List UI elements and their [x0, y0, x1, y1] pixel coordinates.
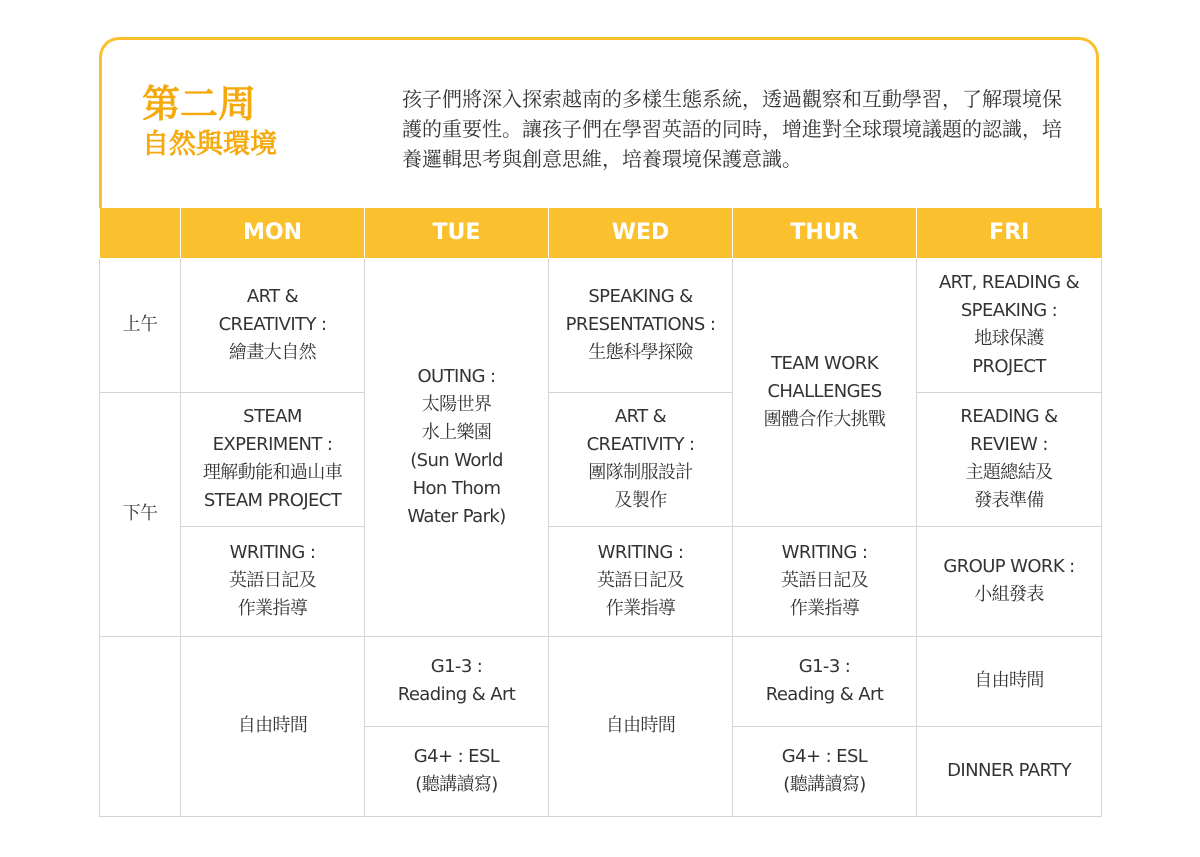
schedule-cell-tue-outing: OUTING : 太陽世界 水上樂園 (Sun World Hon Thom Water Park): [365, 258, 549, 636]
table-row: [100, 636, 1102, 726]
table-header-row: [100, 208, 1102, 258]
table-row: [100, 526, 1102, 636]
table-row: [100, 258, 1102, 392]
week-subtitle: 自然與環境: [142, 129, 277, 160]
table-row: [100, 392, 1102, 526]
day-header-mon: MON: [181, 208, 365, 258]
day-header-tue: TUE: [365, 208, 549, 258]
schedule-cell-fri-eve1: 自由時間: [917, 636, 1102, 726]
schedule-cell-tue-eve2: G4+ : ESL (聽講讀寫): [365, 726, 549, 816]
schedule-cell-thur-eve2: G4+ : ESL (聽講讀寫): [733, 726, 917, 816]
schedule-cell-wed-pm2: WRITING : 英語日記及 作業指導: [549, 526, 733, 636]
schedule-cell-mon-eve: 自由時間: [181, 636, 365, 816]
schedule-cell-mon-pm2: WRITING : 英語日記及 作業指導: [181, 526, 365, 636]
schedule-cell-mon-am: ART & CREATIVITY : 繪畫大自然: [181, 258, 365, 392]
schedule-cell-wed-pm1: ART & CREATIVITY : 團隊制服設計 及製作: [549, 392, 733, 526]
period-label-evening: [100, 636, 181, 816]
schedule-cell-wed-am: SPEAKING & PRESENTATIONS : 生態科學探險: [549, 258, 733, 392]
weekly-schedule-table: [99, 208, 1102, 817]
schedule-cell-fri-pm1: READING & REVIEW : 主題總結及 發表準備: [917, 392, 1102, 526]
schedule-cell-fri-am: ART, READING & SPEAKING : 地球保護 PROJECT: [917, 258, 1102, 392]
schedule-cell-wed-eve: 自由時間: [549, 636, 733, 816]
period-label-morning: 上午: [100, 258, 181, 392]
week-description: 孩子們將深入探索越南的多樣生態系統，透過觀察和互動學習，了解環境保護的重要性。讓孩子們在學習英語的同時，增進對全球環境議題的認識，培養邏輯思考與創意思維，培養環境保護意識。: [402, 87, 1062, 171]
day-header-wed: WED: [549, 208, 733, 258]
header-corner-cell: [100, 208, 181, 258]
day-header-fri: FRI: [917, 208, 1102, 258]
schedule-cell-thur-eve1: G1-3 : Reading & Art: [733, 636, 917, 726]
schedule-cell-fri-pm2: GROUP WORK : 小組發表: [917, 526, 1102, 636]
day-header-thur: THUR: [733, 208, 917, 258]
schedule-cell-thur-pm2: WRITING : 英語日記及 作業指導: [733, 526, 917, 636]
schedule-cell-thur-teamwork: TEAM WORK CHALLENGES 團體合作大挑戰: [733, 258, 917, 526]
schedule-cell-mon-pm1: STEAM EXPERIMENT : 理解動能和過山車 STEAM PROJECT: [181, 392, 365, 526]
schedule-cell-tue-eve1: G1-3 : Reading & Art: [365, 636, 549, 726]
week-header-card: [99, 37, 1099, 208]
week-title: 第二周: [142, 82, 257, 126]
period-label-afternoon: 下午: [100, 392, 181, 636]
schedule-cell-fri-eve2: DINNER PARTY: [917, 726, 1102, 816]
